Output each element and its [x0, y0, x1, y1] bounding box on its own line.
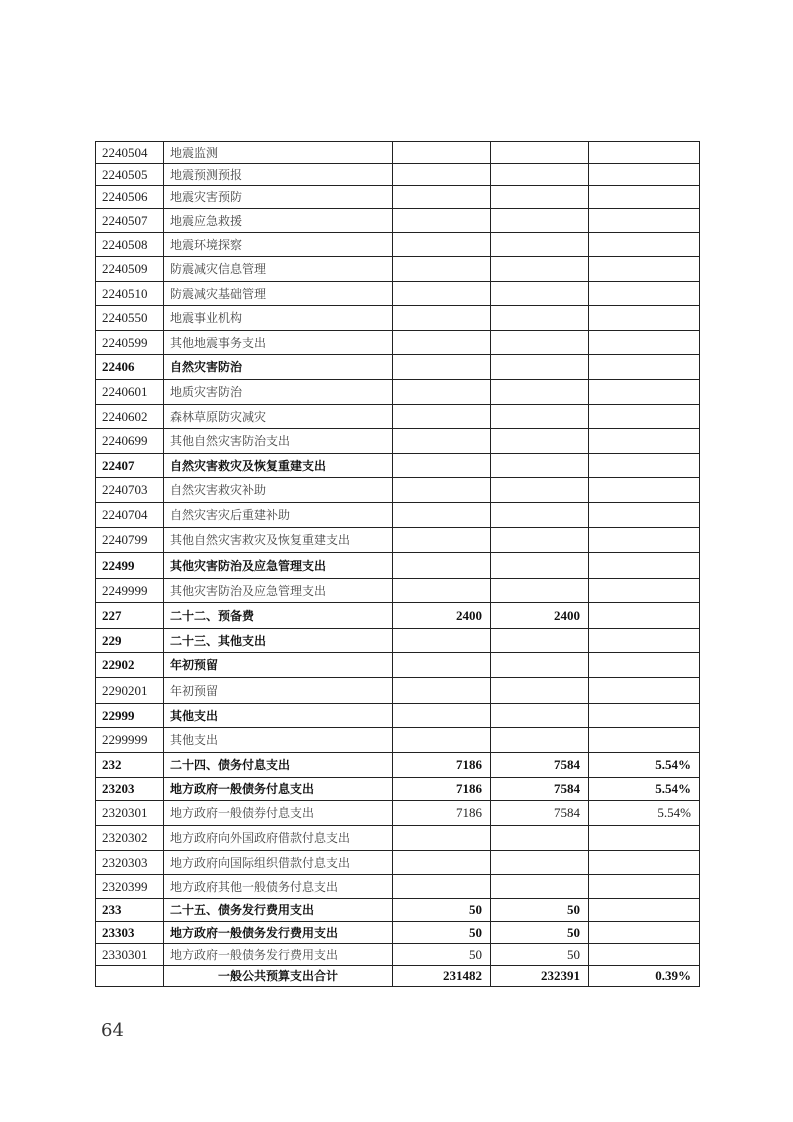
cell-code: 2320302	[96, 826, 164, 851]
cell-code: 232	[96, 753, 164, 778]
cell-code: 2249999	[96, 579, 164, 603]
table-row	[96, 429, 700, 454]
cell-col1	[393, 186, 491, 209]
cell-code: 2320301	[96, 801, 164, 826]
cell-name: 防震减灾基础管理	[164, 282, 393, 306]
cell-col1	[393, 704, 491, 728]
cell-code: 229	[96, 629, 164, 653]
cell-col3	[589, 875, 700, 899]
total-cell-col1: 231482	[393, 966, 491, 987]
table-row	[96, 186, 700, 209]
cell-col2	[491, 380, 589, 405]
cell-col1	[393, 429, 491, 454]
cell-col3	[589, 164, 700, 186]
cell-col3	[589, 142, 700, 164]
cell-col3	[589, 233, 700, 257]
cell-col2: 50	[491, 899, 589, 922]
cell-code: 2240601	[96, 380, 164, 405]
cell-col1	[393, 478, 491, 503]
cell-code: 2240509	[96, 257, 164, 282]
cell-col2: 2400	[491, 603, 589, 629]
cell-col2	[491, 528, 589, 553]
cell-col2: 7584	[491, 801, 589, 826]
table-row	[96, 851, 700, 875]
cell-col3	[589, 851, 700, 875]
page-number: 64	[101, 1020, 124, 1041]
cell-code: 2240550	[96, 306, 164, 331]
total-cell-code	[96, 966, 164, 987]
cell-name: 二十四、债务付息支出	[164, 753, 393, 778]
cell-col3	[589, 186, 700, 209]
cell-col1	[393, 678, 491, 704]
cell-col1	[393, 579, 491, 603]
cell-col3	[589, 553, 700, 579]
cell-name: 自然灾害灾后重建补助	[164, 503, 393, 528]
cell-col1	[393, 142, 491, 164]
cell-name: 地方政府一般债务付息支出	[164, 778, 393, 801]
table-body	[96, 142, 700, 987]
table-row	[96, 331, 700, 355]
cell-name: 地震应急救援	[164, 209, 393, 233]
cell-col1	[393, 553, 491, 579]
cell-col1: 7186	[393, 801, 491, 826]
table-row	[96, 678, 700, 704]
cell-col3	[589, 331, 700, 355]
cell-col3	[589, 704, 700, 728]
table-row	[96, 454, 700, 478]
cell-code: 2240507	[96, 209, 164, 233]
table-row	[96, 728, 700, 753]
table-row	[96, 875, 700, 899]
table-row	[96, 209, 700, 233]
cell-col1	[393, 851, 491, 875]
cell-code: 2240602	[96, 405, 164, 429]
cell-col1	[393, 306, 491, 331]
cell-col3: 5.54%	[589, 801, 700, 826]
cell-code: 23203	[96, 778, 164, 801]
cell-col1	[393, 629, 491, 653]
cell-col2	[491, 142, 589, 164]
cell-name: 地方政府向国际组织借款付息支出	[164, 851, 393, 875]
cell-col2	[491, 653, 589, 678]
table-row	[96, 233, 700, 257]
cell-col1: 2400	[393, 603, 491, 629]
cell-name: 二十五、债务发行费用支出	[164, 899, 393, 922]
cell-code: 22407	[96, 454, 164, 478]
cell-col2	[491, 875, 589, 899]
table-row	[96, 478, 700, 503]
cell-code: 22902	[96, 653, 164, 678]
cell-col3	[589, 454, 700, 478]
cell-col1: 50	[393, 944, 491, 966]
table-row	[96, 380, 700, 405]
cell-col3	[589, 209, 700, 233]
cell-name: 其他支出	[164, 728, 393, 753]
cell-code: 227	[96, 603, 164, 629]
total-cell-name: 一般公共预算支出合计	[164, 966, 393, 987]
cell-col1: 50	[393, 922, 491, 944]
cell-col1	[393, 257, 491, 282]
cell-col1	[393, 875, 491, 899]
cell-col1	[393, 528, 491, 553]
cell-name: 其他自然灾害防治支出	[164, 429, 393, 454]
cell-code: 2240704	[96, 503, 164, 528]
cell-col2: 7584	[491, 778, 589, 801]
total-cell-col3: 0.39%	[589, 966, 700, 987]
cell-col1: 7186	[393, 778, 491, 801]
cell-name: 地震事业机构	[164, 306, 393, 331]
cell-name: 地震灾害预防	[164, 186, 393, 209]
cell-col2	[491, 306, 589, 331]
cell-name: 地方政府一般债务发行费用支出	[164, 922, 393, 944]
cell-col2	[491, 503, 589, 528]
cell-name: 地震预测预报	[164, 164, 393, 186]
cell-code: 2240508	[96, 233, 164, 257]
cell-col3	[589, 282, 700, 306]
table-row	[96, 142, 700, 164]
table-row	[96, 405, 700, 429]
cell-code: 2240506	[96, 186, 164, 209]
cell-name: 其他地震事务支出	[164, 331, 393, 355]
cell-code: 2240799	[96, 528, 164, 553]
cell-col1: 7186	[393, 753, 491, 778]
table-row	[96, 704, 700, 728]
cell-name: 自然灾害救灾补助	[164, 478, 393, 503]
table-row	[96, 801, 700, 826]
cell-code: 22499	[96, 553, 164, 579]
cell-col1	[393, 355, 491, 380]
table-row	[96, 826, 700, 851]
cell-col2	[491, 826, 589, 851]
cell-code: 2290201	[96, 678, 164, 704]
total-row	[96, 966, 700, 987]
table-row	[96, 282, 700, 306]
cell-col1	[393, 164, 491, 186]
total-cell-col2: 232391	[491, 966, 589, 987]
cell-code: 22999	[96, 704, 164, 728]
cell-col2	[491, 629, 589, 653]
cell-name: 其他支出	[164, 704, 393, 728]
cell-name: 地震环境探察	[164, 233, 393, 257]
cell-name: 地方政府其他一般债务付息支出	[164, 875, 393, 899]
cell-code: 2240699	[96, 429, 164, 454]
cell-col2	[491, 209, 589, 233]
cell-col3	[589, 257, 700, 282]
cell-col3: 5.54%	[589, 778, 700, 801]
cell-col2	[491, 579, 589, 603]
cell-code: 2240504	[96, 142, 164, 164]
cell-col3	[589, 306, 700, 331]
table-row	[96, 944, 700, 966]
cell-col3	[589, 380, 700, 405]
cell-col1	[393, 380, 491, 405]
cell-col1	[393, 503, 491, 528]
cell-name: 二十三、其他支出	[164, 629, 393, 653]
cell-name: 自然灾害防治	[164, 355, 393, 380]
cell-col2	[491, 553, 589, 579]
cell-name: 年初预留	[164, 678, 393, 704]
cell-col2	[491, 282, 589, 306]
cell-col3	[589, 653, 700, 678]
cell-col1	[393, 209, 491, 233]
budget-expenditure-table	[95, 141, 700, 987]
cell-col2	[491, 678, 589, 704]
cell-name: 其他灾害防治及应急管理支出	[164, 553, 393, 579]
cell-code: 2240505	[96, 164, 164, 186]
cell-col2	[491, 257, 589, 282]
cell-col2	[491, 454, 589, 478]
cell-col3	[589, 603, 700, 629]
cell-col1	[393, 282, 491, 306]
table-row	[96, 528, 700, 553]
table-row	[96, 164, 700, 186]
cell-code: 2240510	[96, 282, 164, 306]
cell-col2	[491, 405, 589, 429]
cell-col1	[393, 826, 491, 851]
cell-col2	[491, 331, 589, 355]
cell-col3	[589, 478, 700, 503]
table-row	[96, 306, 700, 331]
cell-col1	[393, 405, 491, 429]
cell-col2: 7584	[491, 753, 589, 778]
cell-col2	[491, 478, 589, 503]
cell-col3	[589, 528, 700, 553]
cell-col2	[491, 429, 589, 454]
cell-col2	[491, 851, 589, 875]
cell-name: 自然灾害救灾及恢复重建支出	[164, 454, 393, 478]
cell-col3	[589, 826, 700, 851]
cell-col1	[393, 331, 491, 355]
table-row	[96, 653, 700, 678]
table-row	[96, 629, 700, 653]
table-row	[96, 579, 700, 603]
cell-name: 其他灾害防治及应急管理支出	[164, 579, 393, 603]
cell-col3	[589, 922, 700, 944]
cell-name: 地方政府向外国政府借款付息支出	[164, 826, 393, 851]
cell-col1: 50	[393, 899, 491, 922]
cell-name: 森林草原防灾减灾	[164, 405, 393, 429]
table-row	[96, 355, 700, 380]
cell-name: 其他自然灾害救灾及恢复重建支出	[164, 528, 393, 553]
cell-col2	[491, 728, 589, 753]
cell-col1	[393, 728, 491, 753]
table-row	[96, 503, 700, 528]
cell-col2	[491, 233, 589, 257]
cell-col3	[589, 899, 700, 922]
cell-code: 233	[96, 899, 164, 922]
cell-col3	[589, 728, 700, 753]
cell-code: 23303	[96, 922, 164, 944]
cell-col3	[589, 579, 700, 603]
table-row	[96, 922, 700, 944]
cell-name: 地方政府一般债券付息支出	[164, 801, 393, 826]
table-row	[96, 257, 700, 282]
cell-col1	[393, 233, 491, 257]
cell-col3: 5.54%	[589, 753, 700, 778]
cell-col1	[393, 653, 491, 678]
cell-col2: 50	[491, 944, 589, 966]
cell-code: 2240703	[96, 478, 164, 503]
cell-col3	[589, 355, 700, 380]
cell-col1	[393, 454, 491, 478]
cell-code: 2320399	[96, 875, 164, 899]
cell-name: 地方政府一般债务发行费用支出	[164, 944, 393, 966]
cell-code: 2240599	[96, 331, 164, 355]
cell-code: 2330301	[96, 944, 164, 966]
cell-col3	[589, 405, 700, 429]
cell-code: 2299999	[96, 728, 164, 753]
cell-col2	[491, 186, 589, 209]
cell-col3	[589, 944, 700, 966]
table-row	[96, 753, 700, 778]
table-row	[96, 899, 700, 922]
cell-code: 2320303	[96, 851, 164, 875]
cell-col2	[491, 164, 589, 186]
cell-col3	[589, 629, 700, 653]
cell-name: 二十二、预备费	[164, 603, 393, 629]
table-row	[96, 778, 700, 801]
cell-name: 年初预留	[164, 653, 393, 678]
cell-col2: 50	[491, 922, 589, 944]
table-row	[96, 553, 700, 579]
cell-code: 22406	[96, 355, 164, 380]
cell-name: 防震减灾信息管理	[164, 257, 393, 282]
cell-name: 地震监测	[164, 142, 393, 164]
cell-col3	[589, 503, 700, 528]
cell-col2	[491, 704, 589, 728]
cell-col2	[491, 355, 589, 380]
cell-name: 地质灾害防治	[164, 380, 393, 405]
cell-col3	[589, 678, 700, 704]
cell-col3	[589, 429, 700, 454]
table-row	[96, 603, 700, 629]
